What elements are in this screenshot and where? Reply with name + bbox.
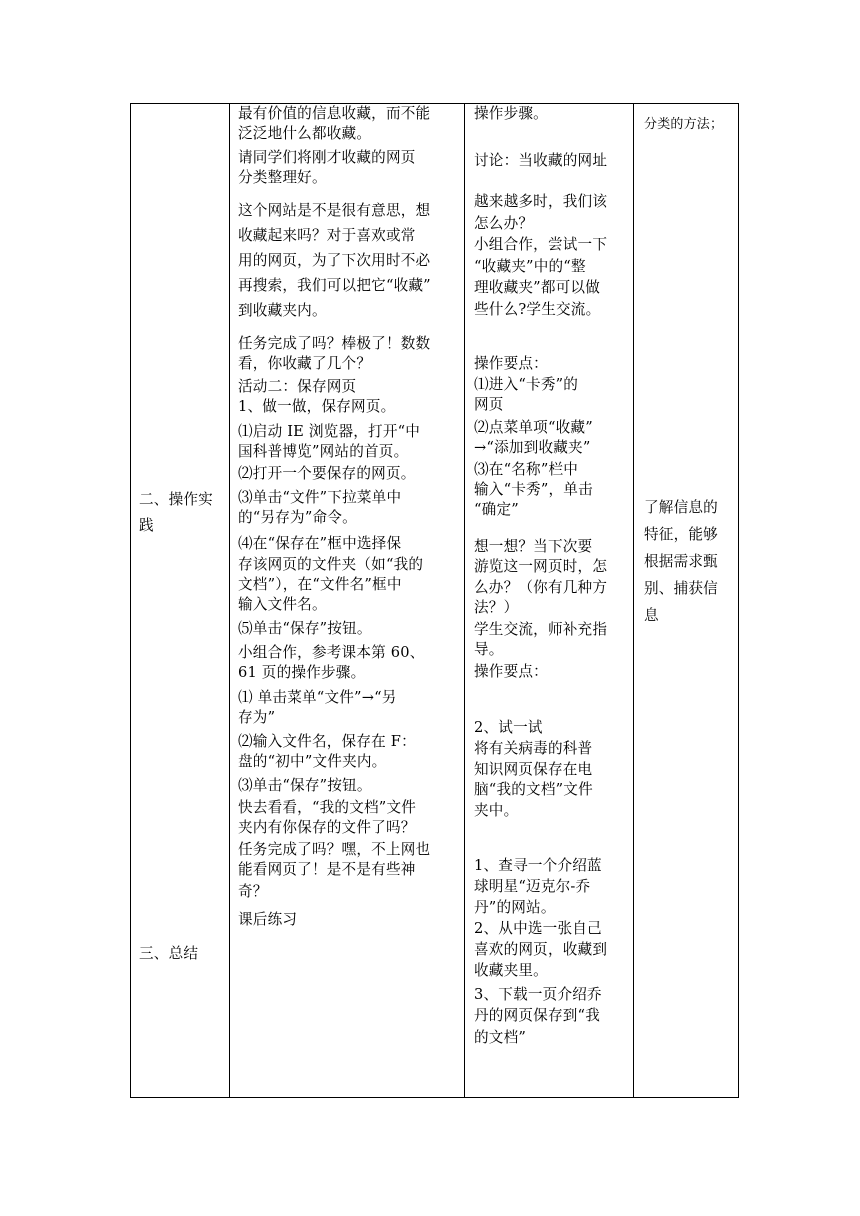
student-text-line: 球明星“迈克尔-乔 bbox=[474, 878, 591, 895]
student-text-line: 讨论：当收藏的网址 bbox=[474, 152, 608, 169]
student-text-line: 理收藏夹”都可以做 bbox=[474, 279, 601, 296]
student-text-line: 法？） bbox=[474, 599, 519, 616]
teacher-text-line: 国科普博览”网站的首页。 bbox=[238, 443, 409, 460]
teacher-text-line: 存为” bbox=[238, 709, 276, 726]
teacher-text-line: ⑵输入文件名，保存在 F： bbox=[238, 733, 416, 750]
teacher-text-line: 活动二：保存网页 bbox=[238, 378, 357, 395]
student-text-line: 的文档” bbox=[474, 1029, 527, 1046]
student-text-line: 2、从中选一张自己 bbox=[474, 920, 602, 937]
design-intent-top: 分类的方法； bbox=[644, 117, 724, 132]
teacher-text-line: 能看网页了！是不是有些神 bbox=[238, 861, 416, 878]
teacher-text-line: 任务完成了吗？嘿，不上网也 bbox=[238, 841, 431, 858]
teacher-text-line: 分类整理好。 bbox=[238, 169, 327, 186]
student-text-line: 丹的网页保存到“我 bbox=[474, 1007, 601, 1024]
student-text-line: “确定” bbox=[474, 501, 519, 518]
teacher-text-line: 夹内有你保存的文件了吗？ bbox=[238, 819, 416, 836]
teacher-text-line: 奇？ bbox=[238, 883, 268, 900]
teacher-text-line: 到收藏夹内。 bbox=[238, 302, 327, 319]
teacher-text-line: 快去看看，“我的文档”文件 bbox=[238, 799, 417, 816]
student-text-line: 越来越多时，我们该 bbox=[474, 193, 608, 210]
student-text-line: 知识网页保存在电 bbox=[474, 761, 593, 778]
student-text-line: 网页 bbox=[474, 396, 504, 413]
teacher-text-line: 收藏起来吗？对于喜欢或常 bbox=[238, 227, 416, 244]
teacher-text-line: 输入文件名。 bbox=[238, 596, 327, 613]
intent-text-line: 根据需求甄 bbox=[644, 553, 718, 570]
teacher-text-line: 泛泛地什么都收藏。 bbox=[238, 125, 372, 142]
teacher-text-line: 课后练习 bbox=[238, 911, 298, 928]
teacher-text-line: 请同学们将刚才收藏的网页 bbox=[238, 149, 416, 166]
student-text-line: 操作要点： bbox=[474, 355, 548, 372]
section-2-label-line-1: 二、操作实 bbox=[139, 491, 213, 508]
student-text-line: 想一想？当下次要 bbox=[474, 538, 593, 555]
teacher-text-line: 小组合作，参考课本第 60、 bbox=[238, 644, 425, 661]
teacher-text-line: 用的网页，为了下次用时不必 bbox=[238, 252, 431, 269]
section-3-label: 三、总结 bbox=[139, 945, 199, 962]
intent-text-line: 别、捕获信 bbox=[644, 580, 718, 597]
teacher-text-line: 看，你收藏了几个？ bbox=[238, 355, 372, 372]
student-activity-cell bbox=[465, 104, 633, 1097]
student-text-line: 怎么办？ bbox=[474, 215, 534, 232]
student-text-line: 丹”的网站。 bbox=[474, 899, 556, 916]
table-row bbox=[131, 104, 739, 1098]
student-text-line: “收藏夹”中的“整 bbox=[474, 258, 586, 275]
student-text-line: 学生交流，师补充指 bbox=[474, 621, 608, 638]
student-text-line: 将有关病毒的科普 bbox=[474, 740, 593, 757]
student-text-line: 操作步骤。 bbox=[474, 105, 548, 122]
teacher-text-line: 存该网页的文件夹（如“我的 bbox=[238, 556, 424, 573]
teacher-text-line: ⑴ 单击菜单“文件”→“另 bbox=[238, 689, 397, 706]
student-text-line: ⑶在“名称”栏中 bbox=[474, 461, 579, 478]
teacher-text-line: 任务完成了吗？棒极了！数数 bbox=[238, 335, 431, 352]
intent-text-line: 了解信息的 bbox=[644, 499, 718, 516]
design-intent-cell bbox=[634, 104, 738, 1097]
teacher-activity-column bbox=[230, 104, 465, 1098]
section-cell bbox=[131, 104, 229, 1097]
teacher-text-line: 1、做一做，保存网页。 bbox=[238, 398, 396, 415]
student-text-line: 3、下载一页介绍乔 bbox=[474, 986, 602, 1003]
teacher-text-line: ⑵打开一个要保存的网页。 bbox=[238, 465, 416, 482]
intent-text-line: 息 bbox=[644, 607, 659, 624]
teacher-text-line: 盘的“初中”文件夹内。 bbox=[238, 753, 387, 770]
student-text-line: 2、试一试 bbox=[474, 719, 543, 736]
student-text-line: 1、查寻一个介绍蓝 bbox=[474, 857, 602, 874]
student-text-line: 导。 bbox=[474, 641, 504, 658]
teacher-text-line: 最有价值的信息收藏，而不能 bbox=[238, 105, 431, 122]
student-text-line: 喜欢的网页，收藏到 bbox=[474, 941, 608, 958]
student-text-line: 些什么?学生交流。 bbox=[474, 301, 601, 318]
student-text-line: 收藏夹里。 bbox=[474, 962, 548, 979]
teacher-text-line: 这个网站是不是很有意思，想 bbox=[238, 202, 431, 219]
teacher-text-line: ⑶单击“文件”下拉菜单中 bbox=[238, 489, 402, 506]
teacher-text-line: 61 页的操作步骤。 bbox=[238, 664, 366, 681]
design-intent-column bbox=[634, 104, 739, 1098]
teacher-text-line: ⑶单击“保存”按钮。 bbox=[238, 777, 372, 794]
student-text-line: 输入“卡秀”，单击 bbox=[474, 481, 593, 498]
student-text-line: ⑵点菜单项“收藏” bbox=[474, 419, 593, 436]
student-activity-column bbox=[465, 104, 634, 1098]
teacher-text-line: ⑸单击“保存”按钮。 bbox=[238, 620, 372, 637]
student-text-line: 游览这一网页时，怎 bbox=[474, 558, 608, 575]
student-text-line: ⑴进入“卡秀”的 bbox=[474, 376, 579, 393]
teacher-text-line: 文档”），在“文件名”框中 bbox=[238, 576, 402, 593]
lesson-table bbox=[130, 103, 739, 1098]
teacher-text-line: 的“另存为”命令。 bbox=[238, 509, 357, 526]
student-text-line: 小组合作，尝试一下 bbox=[474, 236, 608, 253]
teacher-text-line: ⑴启动 IE 浏览器，打开“中 bbox=[238, 423, 421, 440]
student-text-line: 么办？（你有几种方 bbox=[474, 579, 608, 596]
section-2-label-line-2: 践 bbox=[139, 517, 154, 534]
teacher-text-line: 再搜索，我们可以把它“收藏” bbox=[238, 277, 431, 294]
intent-text-line: 特征，能够 bbox=[644, 526, 718, 543]
student-text-line: 脑“我的文档”文件 bbox=[474, 781, 593, 798]
student-text-line: 夹中。 bbox=[474, 802, 519, 819]
student-text-line: →“添加到收藏夹” bbox=[474, 439, 591, 456]
teacher-activity-cell bbox=[230, 104, 464, 1097]
section-column bbox=[131, 104, 230, 1098]
teacher-text-line: ⑷在“保存在”框中选择保 bbox=[238, 535, 402, 552]
student-text-line: 操作要点： bbox=[474, 663, 548, 680]
